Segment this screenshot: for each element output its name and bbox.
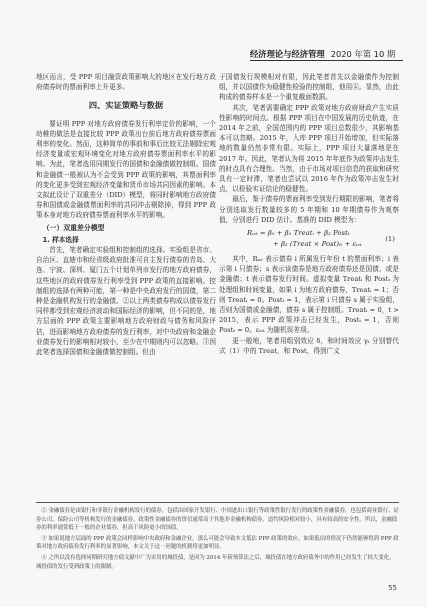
formula-line: Rᵢₛₜ = β₀ + β₁ Treatᵢ + β₂ Postₜ bbox=[247, 229, 350, 238]
paragraph: 要证明 PPP 对地方政府债券发行利率定价的影响，一个幼稚的做法是直接比较 PPP 政策出台前后地方政府债券票面利率的变化。然而，这种简单的事前和事后比较无法剔除宏观经济变量或宏观环境变化对地方政府债券票面利率水平的影响。为此，笔者选用同期发行的国债和金融债做控制组。国债和金融债一般被认为不会受到 PPP 政策的影响，其票面利率的变化更多受到宏观经济变量和货币市场共同因素的影响。本文拟此设计了双重差分（DID）模型，将同时影响地方政府债券和国债或金融债票面利率的共同冲击剔除掉，得到 PPP 政策本身对地方政府债券票面利率水平的影响。 bbox=[36, 119, 216, 220]
subsection-heading: （一）双重差分模型 bbox=[42, 223, 105, 232]
footnote: ② 金融债券是由银行和非银行金融机构发行的债券，包括由国家开发银行、中国进出口银行等政策性银行发行的政策性金融债券，也包括商业银行、证券公司、保险公司等机构发行的金融债券。政策性金融债券的资信通常高于其他非金融机构债券，违约风险相对较小，具有较高的安全性。所以，金融债券的利率通常低于一般的企业债券，但高于风险更小的国债。 bbox=[36, 508, 399, 532]
formula-line: + β₃ (Treat × Post)ᵢₜ + εᵢₛₜ bbox=[273, 240, 362, 249]
paragraph: 首先，笔者确定实验组和控制组的选择。实验组是省市、自治区、直辖市和经省级政府批准可自主发行债券的青岛、大连、宁波、深圳、厦门五个计划单列市发行的地方政府债券，这些地区的政府债券发行利率受到 PPP 政策的直接影响。控制组的选择有两种可能，第一种是中央政府发行的国债，第二种是金融机构发行的金融债。②以上两类债券构成以债券发行同样都受到宏观经济波动和国际经济的影响，但不同的是，地方层面的 PPP 政策主要影响地方政府财政与债务和风险评估，进而影响地方政府债券的发行利率，对中央政府和金融企业债券发行的影响相对较小，至少在中期则内可以忽略。③因此笔者选择国债和金融债做控制组。但由 bbox=[36, 246, 216, 357]
journal-title: 经济理论与经济管理 bbox=[250, 49, 325, 59]
footnote: ③ 如果说地方层面的 PPP 政策会同样影响中央政府和金融企业，那么可能会导致本文低估 PPP 政策的效应。如果低估的情况下仍然能够得到 PPP 政策对地方政府债券发行利率的显著影响，本文关于这一问题的机制将更加明显。 bbox=[36, 535, 399, 551]
did-formula bbox=[219, 228, 399, 250]
footnote: ④ 之所以没有选择同期研究地方债文献中广为采用的城投债，是因为 2014 年新预算法之后，城投债在地方政府债务中的作用已经发生了较大变化，城投债的发行受到政策上的限制。 bbox=[36, 554, 395, 570]
equation-number: (1) bbox=[385, 235, 395, 244]
paragraph: 其中，Rᵢₛₜ 表示债券 i 所属发行年份 t 的票面利率；i 表示第 i 只债券；s 表示该债券是地方政府债券还是国债、或是金融债；t 表示债券发行时间。虚拟变量 Treatᵢ 和 Postₜ 为处理组和时间变量，如果 i 为地方政府债券，Treatᵢ = 1；否则 Treatᵢ = 0。Postₜ = 1，表示第 i 只债券 s 属于实验组，否则为国债或金融债，债券 s 属于控制组。Treatᵢ = 0，t > 2015，表示 PPP 政策冲击已经发生，Postₜ = 1，否则 Postₜ = 0。εᵢₛₜ 为随机误差项。 bbox=[219, 255, 399, 335]
footnotes bbox=[36, 502, 399, 573]
intro-paragraph: 地区而言，受 PPP 项目融资政策影响大的地区在发行地方政府债券时的票面利率上升更多。 bbox=[36, 73, 216, 92]
left-column bbox=[36, 72, 216, 357]
paragraph: 其次，笔者需要确定 PPP 政策对地方政府财政产生实质性影响的时间点。根据 PPP 项目在中国发展的历史轨迹，在 2014 年之前，全国范围内的 PPP 项目总数很少，其影响基本可以忽略。2015 年，入库 PPP 项目开始增加，但实际落地的数量仍然非常有限。实际上，PPP 项目大量落地是在 2017 年。因此，笔者认为将 2015 年年底作为政策冲击发生的时点具有合理性。当然，由于市场对项目信息的获取和研究具有一定时滞，笔者也尝试以 2016 年作为政策冲击发生时点，以检验实证结论的稳健性。 bbox=[219, 103, 399, 194]
subsubsection-heading: 1. 样本选择 bbox=[42, 235, 79, 244]
page-number: 55 bbox=[388, 584, 397, 592]
right-column bbox=[219, 72, 399, 356]
header-rule bbox=[250, 60, 403, 61]
paragraph: 于国债发行规模相对有限，因此笔者首先以金融债作为控制组，并以国债作为稳健性检验的控制组，他用④。显然，由此构成的债券样本是一个重复截面数据。 bbox=[219, 73, 399, 102]
journal-header bbox=[250, 48, 403, 60]
paragraph: 更一般地，笔者用组别效应 δ，和时间效应 γₜ 分别替代式（1）中的 Treat，和 Post，得到广义 bbox=[219, 336, 399, 355]
section-title: 四、实证策略与数据 bbox=[88, 100, 164, 111]
paragraph: 最后，鉴于债券的票面利率受到发行期限的影响，笔者将分别选取发行数量较多的 5 年期和 10 年期债券作为观察值，分别进行 DID 估计。基准的 DID 模型为： bbox=[219, 195, 399, 224]
journal-issue: 2020 年第 10 期 bbox=[330, 49, 396, 59]
